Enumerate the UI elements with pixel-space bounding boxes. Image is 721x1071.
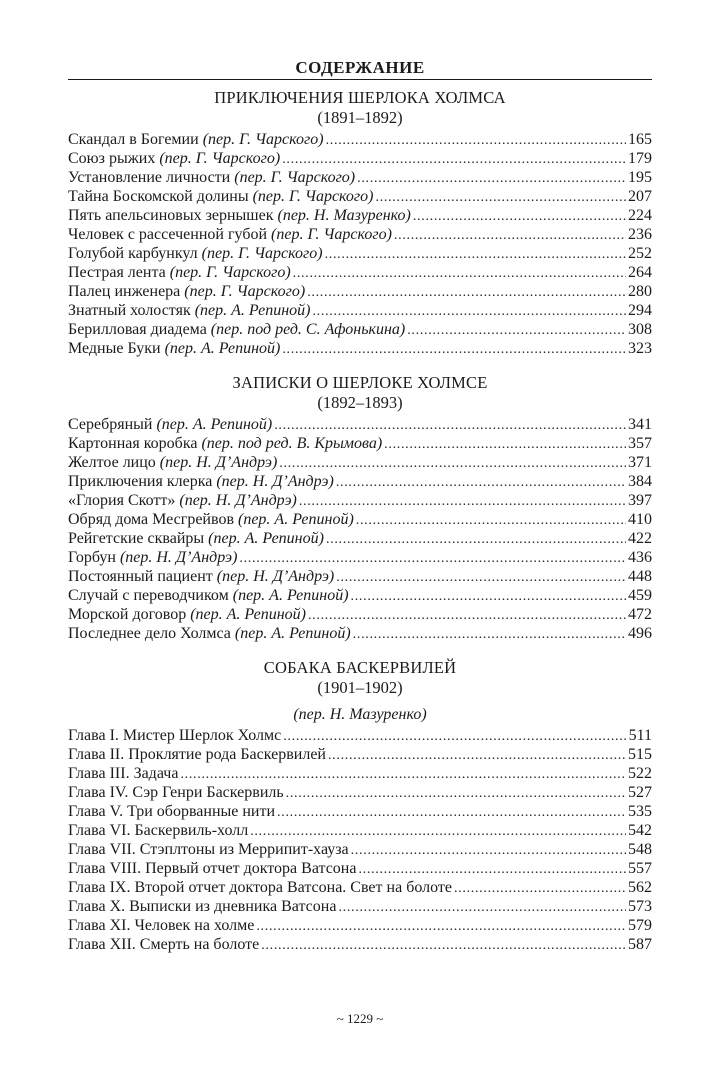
entry-page-number: 448 bbox=[628, 568, 652, 585]
entry-text bbox=[68, 415, 272, 434]
toc-entry bbox=[68, 130, 652, 149]
dot-leader bbox=[353, 625, 626, 644]
entry-title: Обряд дома Месгрейвов bbox=[68, 511, 234, 528]
entry-text bbox=[68, 225, 392, 244]
entry-translator: (пер. Г. Чарского) bbox=[252, 188, 374, 205]
toc-entry bbox=[68, 301, 652, 320]
entry-page-number: 236 bbox=[628, 226, 652, 243]
entry-text bbox=[68, 624, 351, 643]
heading-rule bbox=[68, 79, 652, 80]
entry-page-number: 224 bbox=[628, 207, 652, 224]
entry-translator: (пер. Н. Д’Андрэ) bbox=[216, 568, 335, 585]
entry-title: Глава IV. Сэр Генри Баскервиль bbox=[68, 784, 284, 801]
entry-title: Постоянный пациент bbox=[68, 568, 213, 585]
entry-text bbox=[68, 783, 284, 802]
entry-text bbox=[68, 529, 324, 548]
dot-leader bbox=[293, 264, 626, 283]
section-title: ЗАПИСКИ О ШЕРЛОКЕ ХОЛМСЕ bbox=[232, 373, 488, 392]
entry-translator: (пер. под ред. В. Крымова) bbox=[201, 435, 383, 452]
entry-text bbox=[68, 206, 411, 225]
entry-title: Глава X. Выписки из дневника Ватсона bbox=[68, 898, 337, 915]
dot-leader bbox=[336, 568, 626, 587]
entry-title: Скандал в Богемии bbox=[68, 131, 199, 148]
toc-entry bbox=[68, 802, 652, 821]
entry-text bbox=[68, 282, 305, 301]
section-title: СОБАКА БАСКЕРВИЛЕЙ bbox=[263, 658, 457, 677]
entry-translator: (пер. А. Репиной) bbox=[208, 530, 324, 547]
toc-entry bbox=[68, 840, 652, 859]
toc-entry bbox=[68, 878, 652, 897]
entry-text bbox=[68, 472, 334, 491]
toc-entry bbox=[68, 320, 652, 339]
dot-leader bbox=[454, 879, 626, 898]
entry-page-number: 323 bbox=[628, 340, 652, 357]
toc-entry bbox=[68, 745, 652, 764]
entry-translator: (пер. под ред. С. Афонькина) bbox=[210, 321, 406, 338]
toc-entry bbox=[68, 624, 652, 643]
entry-list bbox=[68, 415, 652, 643]
entry-text bbox=[68, 548, 237, 567]
section-translator: (пер. Н. Мазуренко) bbox=[293, 706, 427, 723]
toc-entry bbox=[68, 472, 652, 491]
entry-title: Глава XI. Человек на холме bbox=[68, 917, 255, 934]
entry-page-number: 397 bbox=[628, 492, 652, 509]
entry-page-number: 527 bbox=[628, 784, 652, 801]
entry-translator: (пер. А. Репиной) bbox=[238, 511, 354, 528]
entry-title: Тайна Боскомской долины bbox=[68, 188, 249, 205]
dot-leader bbox=[336, 473, 626, 492]
entry-translator: (пер. Н. Д’Андрэ) bbox=[216, 473, 334, 490]
entry-title: Случай с переводчиком bbox=[68, 587, 229, 604]
toc-entry bbox=[68, 434, 652, 453]
toc-entry bbox=[68, 764, 652, 783]
entry-translator: (пер. Н. Д’Андрэ) bbox=[179, 492, 297, 509]
entry-page-number: 542 bbox=[628, 822, 652, 839]
entry-page-number: 535 bbox=[628, 803, 652, 820]
entry-page-number: 165 bbox=[628, 131, 652, 148]
entry-text bbox=[68, 339, 280, 358]
contents-heading: СОДЕРЖАНИЕ bbox=[295, 58, 425, 77]
entry-text bbox=[68, 840, 349, 859]
dot-leader bbox=[394, 226, 626, 245]
entry-text bbox=[68, 605, 306, 624]
toc-entry bbox=[68, 453, 652, 472]
entry-text bbox=[68, 187, 374, 206]
entry-text bbox=[68, 168, 355, 187]
entry-page-number: 579 bbox=[628, 917, 652, 934]
entry-title: Знатный холостяк bbox=[68, 302, 191, 319]
toc-entry bbox=[68, 339, 652, 358]
page-number: ~ 1229 ~ bbox=[336, 1011, 384, 1026]
entry-text bbox=[68, 878, 452, 897]
entry-translator: (пер. А. Репиной) bbox=[156, 416, 273, 433]
entry-page-number: 252 bbox=[628, 245, 652, 262]
dot-leader bbox=[282, 150, 626, 169]
dot-leader bbox=[357, 169, 626, 188]
toc-entry bbox=[68, 206, 652, 225]
entry-page-number: 459 bbox=[628, 587, 652, 604]
dot-leader bbox=[283, 727, 626, 746]
entry-text bbox=[68, 301, 310, 320]
toc-entry bbox=[68, 726, 652, 745]
entry-text bbox=[68, 453, 277, 472]
entry-text bbox=[68, 726, 281, 745]
entry-page-number: 522 bbox=[628, 765, 652, 782]
toc-entry bbox=[68, 149, 652, 168]
dot-leader bbox=[239, 549, 626, 568]
entry-translator: (пер. А. Репиной) bbox=[232, 587, 349, 604]
toc-entry bbox=[68, 605, 652, 624]
entry-page-number: 548 bbox=[628, 841, 652, 858]
entry-translator: (пер. А. Репиной) bbox=[234, 625, 351, 642]
entry-text bbox=[68, 510, 354, 529]
entry-title: Союз рыжих bbox=[68, 150, 156, 167]
dot-leader bbox=[307, 283, 626, 302]
toc-entry bbox=[68, 510, 652, 529]
dot-leader bbox=[308, 606, 626, 625]
section-years: (1901–1902) bbox=[317, 678, 403, 697]
entry-page-number: 308 bbox=[628, 321, 652, 338]
entry-text bbox=[68, 263, 291, 282]
toc-entry bbox=[68, 187, 652, 206]
entry-list bbox=[68, 726, 652, 954]
entry-text bbox=[68, 859, 356, 878]
dot-leader bbox=[286, 784, 626, 803]
entry-page-number: 371 bbox=[628, 454, 652, 471]
entry-title: Рейгетские сквайры bbox=[68, 530, 205, 547]
dot-leader bbox=[413, 207, 626, 226]
entry-title: «Глория Скотт» bbox=[68, 492, 176, 509]
entry-page-number: 573 bbox=[628, 898, 652, 915]
dot-leader bbox=[328, 746, 626, 765]
toc-entry bbox=[68, 529, 652, 548]
dot-leader bbox=[256, 917, 626, 936]
entry-title: Глава I. Мистер Шерлок Холмс bbox=[68, 727, 282, 744]
entry-translator: (пер. Н. Д’Андрэ) bbox=[159, 454, 278, 471]
entry-page-number: 207 bbox=[628, 188, 652, 205]
section-hound bbox=[68, 658, 652, 954]
entry-text bbox=[68, 916, 254, 935]
section-years: (1892–1893) bbox=[317, 393, 403, 412]
entry-title: Человек с рассеченной губой bbox=[68, 226, 268, 243]
entry-page-number: 515 bbox=[628, 746, 652, 763]
entry-page-number: 195 bbox=[628, 169, 652, 186]
entry-title: Пестрая лента bbox=[68, 264, 166, 281]
dot-leader bbox=[326, 131, 626, 150]
entry-text bbox=[68, 897, 336, 916]
entry-title: Глава VII. Стэплтоны из Меррипит-хауза bbox=[68, 841, 349, 858]
entry-page-number: 280 bbox=[628, 283, 652, 300]
entry-text bbox=[68, 149, 280, 168]
entry-text bbox=[68, 802, 275, 821]
entry-title: Глава III. Задача bbox=[68, 765, 179, 782]
entry-title: Глава VI. Баскервиль-холл bbox=[68, 822, 249, 839]
entry-page-number: 179 bbox=[628, 150, 652, 167]
entry-title: Пять апельсиновых зернышек bbox=[68, 207, 274, 224]
dot-leader bbox=[325, 245, 626, 264]
entry-translator: (пер. Г. Чарского) bbox=[159, 150, 281, 167]
entry-text bbox=[68, 764, 178, 783]
entry-page-number: 264 bbox=[628, 264, 652, 281]
dot-leader bbox=[279, 454, 626, 473]
toc-entry bbox=[68, 783, 652, 802]
toc-entry bbox=[68, 859, 652, 878]
dot-leader bbox=[261, 936, 626, 955]
entry-translator: (пер. А. Репиной) bbox=[190, 606, 306, 623]
section-adventures bbox=[68, 88, 652, 358]
entry-title: Глава XII. Смерть на болоте bbox=[68, 936, 260, 953]
dot-leader bbox=[384, 435, 626, 454]
dot-leader bbox=[356, 511, 626, 530]
entry-title: Глава VIII. Первый отчет доктора Ватсона bbox=[68, 860, 357, 877]
dot-leader bbox=[358, 860, 626, 879]
toc-entry bbox=[68, 586, 652, 605]
entry-text bbox=[68, 130, 324, 149]
entry-page-number: 341 bbox=[628, 416, 652, 433]
toc-entry bbox=[68, 935, 652, 954]
entry-text bbox=[68, 821, 248, 840]
entry-title: Берилловая диадема bbox=[68, 321, 207, 338]
entry-title: Глава IX. Второй отчет доктора Ватсона. Свет на болоте bbox=[68, 879, 452, 896]
entry-title: Установление личности bbox=[68, 169, 231, 186]
entry-title: Голубой карбункул bbox=[68, 245, 198, 262]
entry-text bbox=[68, 935, 259, 954]
dot-leader bbox=[180, 765, 626, 784]
entry-text bbox=[68, 491, 297, 510]
section-memoirs bbox=[68, 373, 652, 643]
toc-entry bbox=[68, 244, 652, 263]
dot-leader bbox=[250, 822, 626, 841]
section-years: (1891–1892) bbox=[317, 108, 403, 127]
dot-leader bbox=[312, 302, 626, 321]
entry-page-number: 472 bbox=[628, 606, 652, 623]
toc-entry bbox=[68, 548, 652, 567]
toc-entry bbox=[68, 415, 652, 434]
entry-title: Горбун bbox=[68, 549, 116, 566]
entry-page-number: 384 bbox=[628, 473, 652, 490]
entry-translator: (пер. Н. Мазуренко) bbox=[277, 207, 411, 224]
entry-text bbox=[68, 567, 334, 586]
toc-entry bbox=[68, 897, 652, 916]
entry-translator: (пер. Г. Чарского) bbox=[202, 131, 324, 148]
dot-leader bbox=[407, 321, 626, 340]
entry-page-number: 357 bbox=[628, 435, 652, 452]
entry-title: Медные Буки bbox=[68, 340, 161, 357]
entry-text bbox=[68, 745, 326, 764]
entry-title: Морской договор bbox=[68, 606, 187, 623]
toc-entry bbox=[68, 282, 652, 301]
entry-page-number: 496 bbox=[628, 625, 652, 642]
dot-leader bbox=[274, 416, 626, 435]
entry-text bbox=[68, 434, 382, 453]
entry-page-number: 436 bbox=[628, 549, 652, 566]
entry-title: Приключения клерка bbox=[68, 473, 213, 490]
dot-leader bbox=[376, 188, 627, 207]
entry-translator: (пер. А. Репиной) bbox=[164, 340, 281, 357]
entry-page-number: 410 bbox=[628, 511, 652, 528]
entry-title: Глава II. Проклятие рода Баскервилей bbox=[68, 746, 326, 763]
entry-translator: (пер. Н. Д’Андрэ) bbox=[119, 549, 238, 566]
entry-text bbox=[68, 244, 323, 263]
entry-title: Серебряный bbox=[68, 416, 153, 433]
entry-page-number: 422 bbox=[628, 530, 652, 547]
entry-title: Палец инженера bbox=[68, 283, 181, 300]
dot-leader bbox=[338, 898, 626, 917]
toc-entry bbox=[68, 821, 652, 840]
entry-translator: (пер. Г. Чарского) bbox=[169, 264, 291, 281]
dot-leader bbox=[326, 530, 626, 549]
entry-page-number: 562 bbox=[628, 879, 652, 896]
entry-translator: (пер. А. Репиной) bbox=[194, 302, 311, 319]
entry-title: Последнее дело Холмса bbox=[68, 625, 231, 642]
entry-page-number: 511 bbox=[628, 727, 652, 744]
toc-entry bbox=[68, 567, 652, 586]
entry-title: Картонная коробка bbox=[68, 435, 198, 452]
entry-translator: (пер. Г. Чарского) bbox=[201, 245, 323, 262]
entry-translator: (пер. Г. Чарского) bbox=[234, 169, 356, 186]
section-title: ПРИКЛЮЧЕНИЯ ШЕРЛОКА ХОЛМСА bbox=[214, 88, 506, 107]
toc-entry bbox=[68, 225, 652, 244]
toc-entry bbox=[68, 263, 652, 282]
entry-text bbox=[68, 586, 349, 605]
toc-entry bbox=[68, 168, 652, 187]
entry-page-number: 294 bbox=[628, 302, 652, 319]
toc-entry bbox=[68, 916, 652, 935]
dot-leader bbox=[277, 803, 626, 822]
dot-leader bbox=[299, 492, 626, 511]
entry-title: Глава V. Три оборванные нити bbox=[68, 803, 276, 820]
dot-leader bbox=[351, 587, 626, 606]
entry-title: Желтое лицо bbox=[68, 454, 156, 471]
entry-text bbox=[68, 320, 405, 339]
entry-page-number: 557 bbox=[628, 860, 652, 877]
dot-leader bbox=[351, 841, 626, 860]
dot-leader bbox=[282, 340, 626, 359]
entry-translator: (пер. Г. Чарского) bbox=[184, 283, 306, 300]
entry-page-number: 587 bbox=[628, 936, 652, 953]
entry-translator: (пер. Г. Чарского) bbox=[271, 226, 392, 243]
toc-entry bbox=[68, 491, 652, 510]
toc-page bbox=[68, 0, 652, 1071]
entry-list bbox=[68, 130, 652, 358]
